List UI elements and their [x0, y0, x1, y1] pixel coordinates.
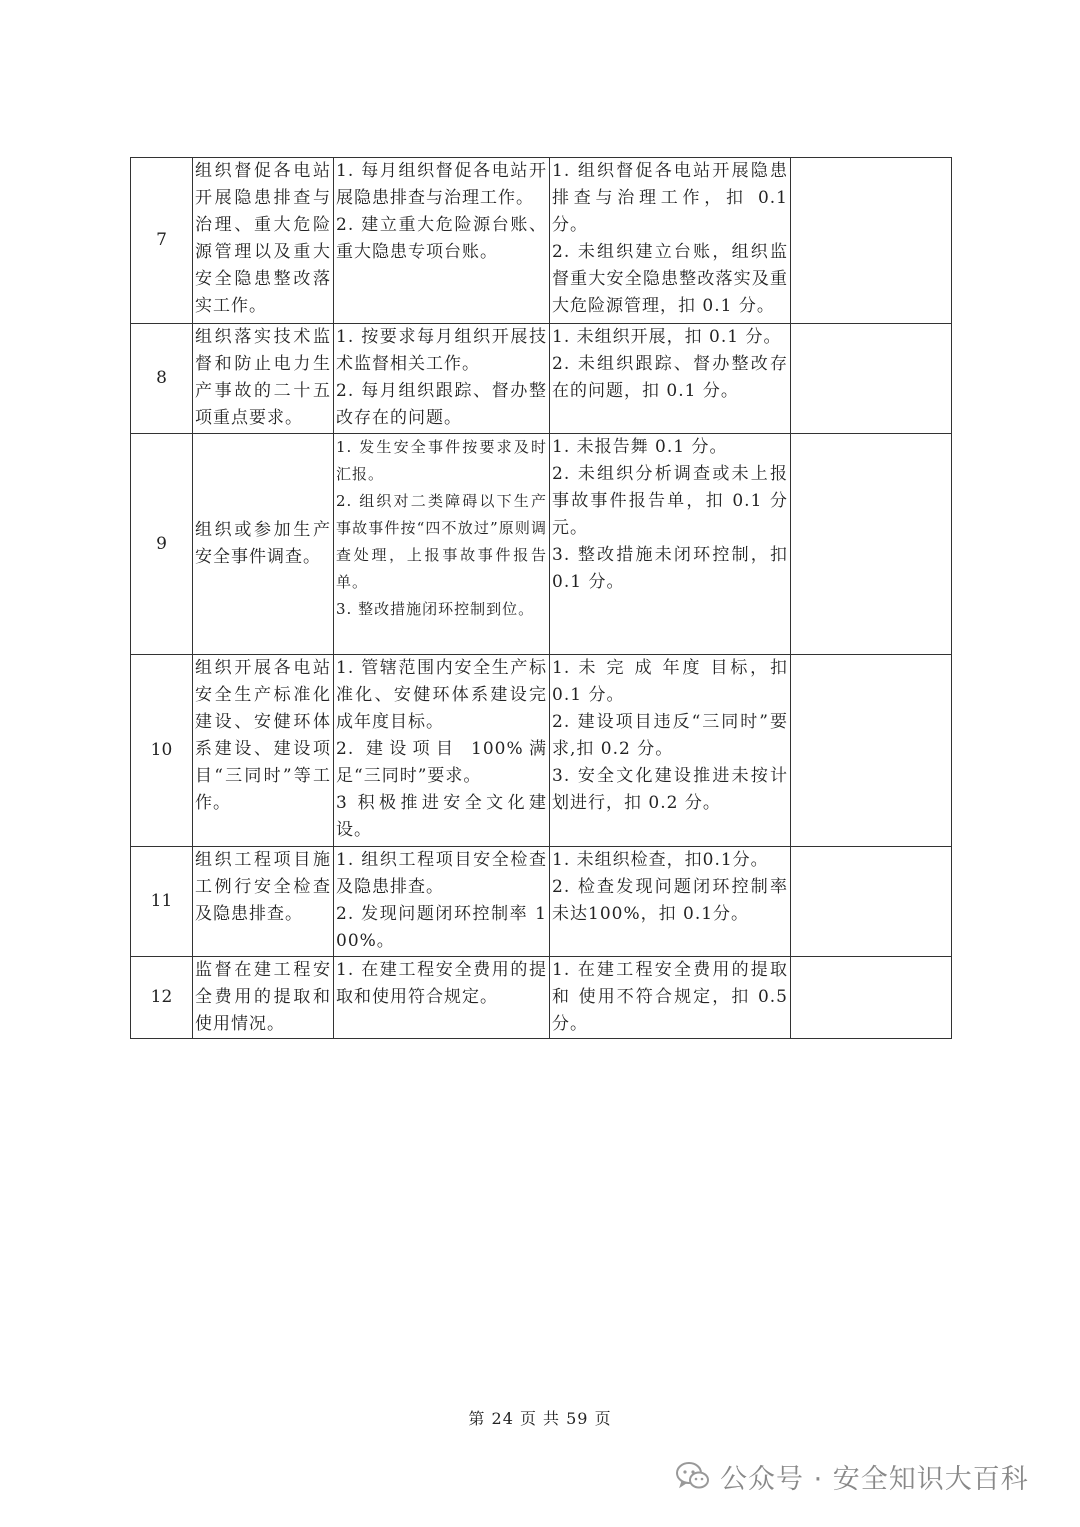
standard-cell	[334, 434, 550, 655]
standard-item: 2. 发现问题闭环控制率 100%。	[336, 904, 547, 951]
table-row	[131, 957, 952, 1039]
standard-item: 3 积极推进安全文化建设。	[336, 793, 547, 840]
deduction-cell	[550, 957, 791, 1039]
wechat-icon	[676, 1461, 710, 1491]
note-cell	[791, 655, 952, 847]
standard-item: 1. 发生安全事件按要求及时汇报。	[336, 438, 547, 483]
standard-cell	[334, 655, 550, 847]
deduction-item: 1. 未 完 成 年度 目标，扣 0.1 分。	[552, 658, 788, 705]
watermark	[676, 1456, 1029, 1496]
deduction-item: 1. 未报告舞 0.1 分。	[552, 437, 728, 457]
standard-cell	[334, 847, 550, 957]
deduction-item: 2. 未组织建立台账，组织监督重大安全隐患整改落实及重大危险源管理，扣 0.1 分。	[552, 242, 788, 316]
table-row	[131, 434, 952, 655]
deduction-item: 1. 组织督促各电站开展隐患排查与治理工作，扣 0.1 分。	[552, 161, 788, 235]
deduction-item: 3. 安全文化建设推进未按计划进行，扣 0.2 分。	[552, 766, 788, 813]
standard-item: 2. 每月组织跟踪、督办整改存在的问题。	[336, 381, 547, 428]
task-cell: 组织工程项目施工例行安全检查及隐患排查。	[193, 847, 334, 957]
standard-item: 2. 建立重大危险源台账、重大隐患专项台账。	[336, 215, 547, 262]
standard-item: 2. 建设项目 100%满足“三同时”要求。	[336, 739, 547, 786]
deduction-item: 1. 未组织开展，扣 0.1 分。	[552, 327, 782, 347]
deduction-cell	[550, 655, 791, 847]
standard-item: 1. 在建工程安全费用的提取和使用符合规定。	[336, 960, 547, 1007]
note-cell	[791, 324, 952, 434]
standard-item: 3. 整改措施闭环控制到位。	[336, 600, 535, 618]
deduction-cell	[550, 324, 791, 434]
row-number: 7	[131, 158, 193, 324]
standard-item: 2. 组织对二类障碍以下生产事故事件按“四不放过”原则调查处理，上报事故事件报告单。	[336, 492, 547, 591]
deduction-item: 3. 整改措施未闭环控制，扣 0.1 分。	[552, 545, 788, 592]
deduction-item: 2. 未组织分析调查或未上报事故事件报告单，扣 0.1 分元。	[552, 464, 788, 538]
row-number: 10	[131, 655, 193, 847]
table-row	[131, 324, 952, 434]
standard-item: 1. 组织工程项目安全检查及隐患排查。	[336, 850, 547, 897]
row-number: 8	[131, 324, 193, 434]
deduction-item: 2. 建设项目违反“三同时”要求,扣 0.2 分。	[552, 712, 788, 759]
standard-cell	[334, 158, 550, 324]
standard-cell	[334, 957, 550, 1039]
deduction-cell	[550, 158, 791, 324]
note-cell	[791, 158, 952, 324]
table-row	[131, 655, 952, 847]
deduction-item: 1. 在建工程安全费用的提取和 使用不符合规定，扣 0.5 分。	[552, 960, 788, 1034]
row-number: 12	[131, 957, 193, 1039]
standard-item: 1. 按要求每月组织开展技术监督相关工作。	[336, 327, 547, 374]
deduction-cell	[550, 847, 791, 957]
note-cell	[791, 957, 952, 1039]
task-cell: 监督在建工程安全费用的提取和使用情况。	[193, 957, 334, 1039]
task-cell: 组织落实技术监督和防止电力生产事故的二十五项重点要求。	[193, 324, 334, 434]
standard-item: 1. 每月组织督促各电站开展隐患排查与治理工作。	[336, 161, 547, 208]
deduction-item: 2. 检查发现问题闭环控制率未达100%，扣 0.1分。	[552, 877, 788, 924]
standard-cell	[334, 324, 550, 434]
deduction-item: 2. 未组织跟踪、督办整改存在的问题，扣 0.1 分。	[552, 354, 788, 401]
task-cell: 组织督促各电站开展隐患排查与治理、重大危险源管理以及重大安全隐患整改落实工作。	[193, 158, 334, 324]
row-number: 11	[131, 847, 193, 957]
table-row	[131, 158, 952, 324]
note-cell	[791, 434, 952, 655]
assessment-table	[130, 157, 952, 1039]
page-number: 第 24 页 共 59 页	[468, 1409, 612, 1428]
watermark-text: 公众号 · 安全知识大百科	[720, 1463, 1029, 1495]
deduction-item: 1. 未组织检查，扣0.1分。	[552, 850, 769, 870]
standard-item: 1. 管辖范围内安全生产标准化、安健环体系建设完成年度目标。	[336, 658, 547, 732]
note-cell	[791, 847, 952, 957]
task-cell: 组织开展各电站安全生产标准化建设、安健环体系建设、建设项目“三同时”等工作。	[193, 655, 334, 847]
deduction-cell	[550, 434, 791, 655]
task-cell: 组织或参加生产安全事件调查。	[193, 434, 334, 655]
table-row	[131, 847, 952, 957]
row-number: 9	[131, 434, 193, 655]
